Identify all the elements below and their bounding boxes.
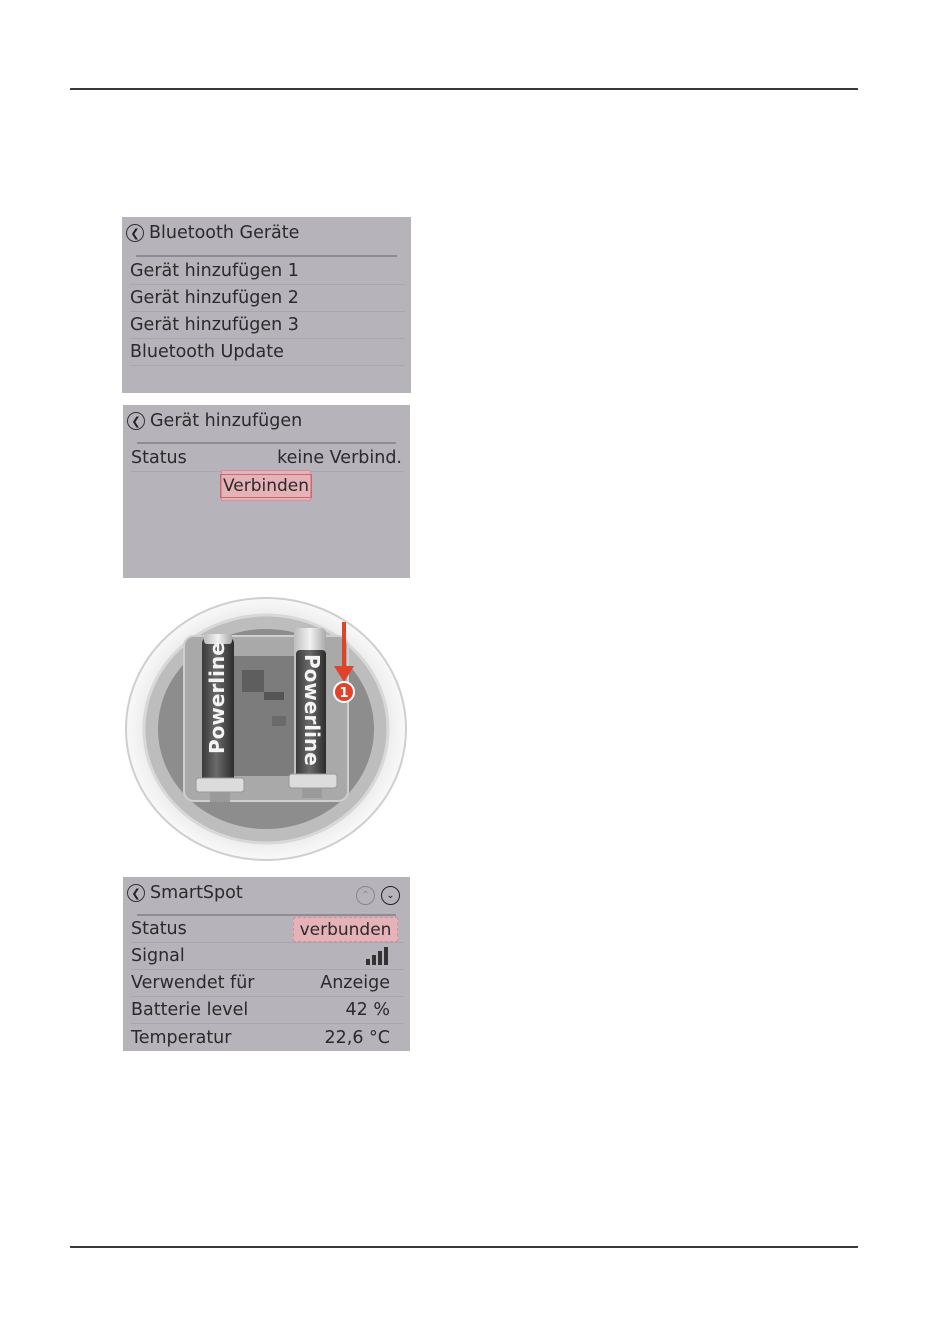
list-item-add-device-3[interactable]	[130, 312, 405, 339]
nav-arrows	[356, 886, 400, 905]
status-value: keine Verbind.	[277, 448, 402, 468]
row-temperature	[131, 1024, 404, 1051]
signal-strength-icon	[366, 947, 388, 965]
bottom-rule	[70, 1246, 858, 1248]
row-used-for	[131, 970, 404, 997]
battery-compartment-illustration	[124, 596, 408, 862]
status-label: Status	[131, 448, 187, 468]
chevron-up-icon[interactable]: ⌃	[356, 886, 375, 905]
row-signal	[131, 943, 404, 970]
list-item-label: Gerät hinzufügen 1	[130, 261, 299, 281]
battery-brand-left: Powerline	[205, 642, 229, 754]
row-label: Temperatur	[131, 1027, 232, 1048]
back-icon[interactable]: ❮	[126, 224, 144, 242]
screen-smartspot	[123, 877, 410, 1051]
connect-button[interactable]	[221, 470, 311, 501]
screen-title: SmartSpot	[150, 883, 243, 903]
screen-title: Gerät hinzufügen	[150, 411, 303, 431]
row-battery-level	[131, 997, 404, 1024]
row-label: Batterie level	[131, 1000, 249, 1020]
list-item-label: Gerät hinzufügen 2	[130, 288, 299, 308]
list-item-add-device-2[interactable]	[130, 285, 405, 312]
row-label: Signal	[131, 946, 185, 966]
chevron-down-icon[interactable]: ⌄	[381, 886, 400, 905]
status-value-highlight	[293, 917, 398, 942]
list-item-label: Bluetooth Update	[130, 342, 284, 362]
header-divider	[136, 255, 397, 257]
header-divider	[137, 442, 396, 444]
status-row	[131, 445, 404, 472]
screen-header	[127, 883, 243, 903]
screen-bluetooth-devices	[122, 217, 411, 393]
device-battery-photo	[124, 596, 408, 862]
row-label: Verwendet für	[131, 973, 255, 993]
screen-header	[127, 411, 302, 431]
marker-number: 1	[339, 686, 349, 701]
back-icon[interactable]: ❮	[127, 884, 145, 902]
screen-header	[126, 223, 299, 243]
row-value: 22,6 °C	[324, 1027, 390, 1048]
list-item-bluetooth-update[interactable]	[130, 339, 405, 366]
list-item-label: Gerät hinzufügen 3	[130, 315, 299, 335]
top-rule	[70, 88, 858, 90]
screen-add-device	[123, 405, 410, 578]
back-icon[interactable]: ❮	[127, 412, 145, 430]
list-item-add-device-1[interactable]	[130, 258, 405, 285]
row-value: 42 %	[345, 1000, 390, 1020]
battery-brand-right: Powerline	[300, 654, 324, 766]
row-label: Status	[131, 919, 187, 939]
screen-title: Bluetooth Geräte	[149, 223, 300, 243]
row-value: Anzeige	[320, 973, 390, 993]
status-value: verbunden	[299, 919, 392, 940]
connect-button-label: Verbinden	[220, 474, 312, 498]
